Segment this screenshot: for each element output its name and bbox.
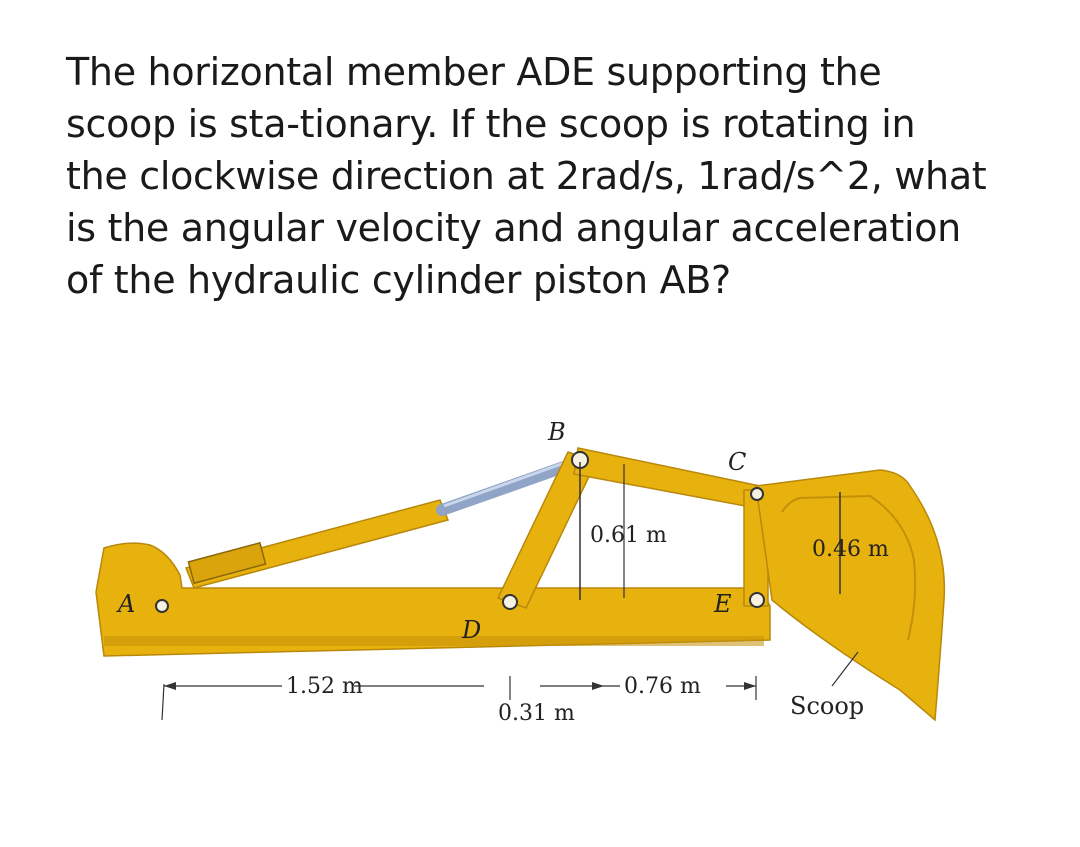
- scoop-leader: [832, 652, 858, 686]
- question-line-2: scoop is sta-tionary. If the scoop is rotating in: [66, 102, 916, 146]
- dim-label-b-height: 0.61 m: [590, 523, 667, 548]
- label-d: D: [462, 616, 482, 644]
- pin-e: [750, 593, 764, 607]
- member-ade-shadow: [104, 636, 764, 646]
- question-line-5: of the hydraulic cylinder piston AB?: [66, 258, 731, 302]
- label-c: C: [728, 448, 747, 476]
- pin-c: [751, 488, 763, 500]
- dim-label-ad: 1.52 m: [286, 674, 363, 699]
- question-line-3: the clockwise direction at 2rad/s, 1rad/s^2, what: [66, 154, 987, 198]
- dim-label-c-height: 0.46 m: [812, 537, 889, 562]
- label-e: E: [714, 590, 732, 618]
- label-b: B: [548, 418, 566, 446]
- pin-d: [503, 595, 517, 609]
- scoop-label: Scoop: [790, 692, 865, 720]
- pin-a: [156, 600, 168, 612]
- dim-label-d-offset: 0.31 m: [498, 701, 575, 726]
- question-line-4: is the angular velocity and angular acceleration: [66, 206, 961, 250]
- question-line-1: The horizontal member ADE supporting the: [66, 50, 882, 94]
- dim-label-de: 0.76 m: [624, 674, 701, 699]
- hydraulic-cylinder: [186, 500, 448, 588]
- label-a: A: [118, 590, 136, 618]
